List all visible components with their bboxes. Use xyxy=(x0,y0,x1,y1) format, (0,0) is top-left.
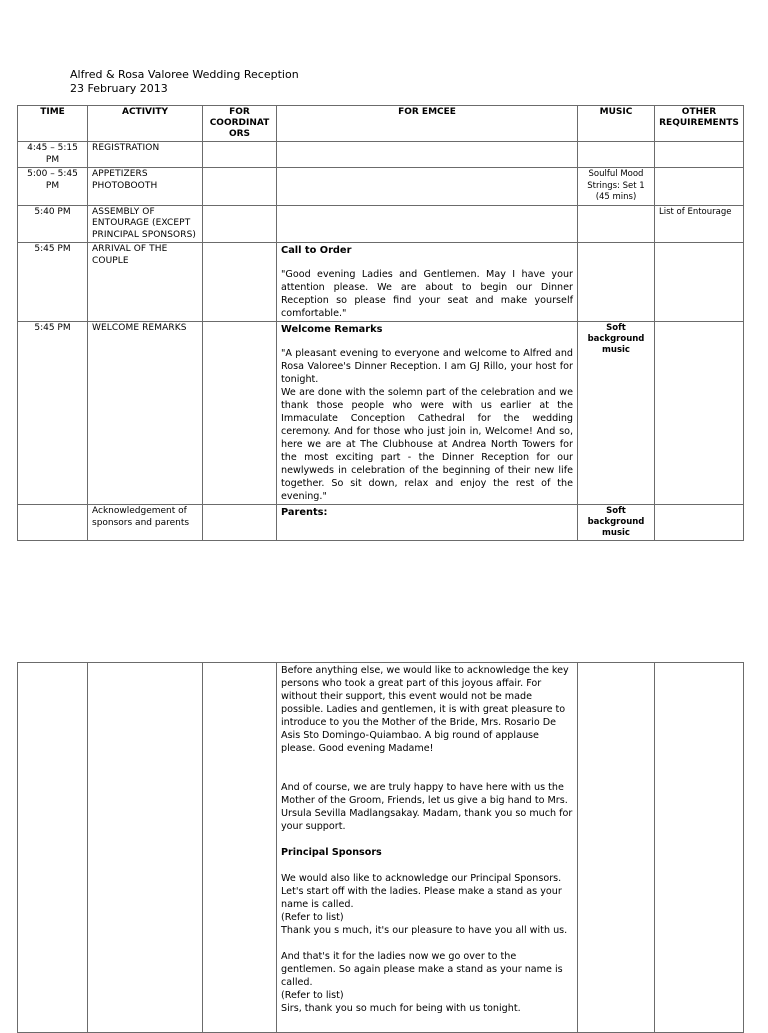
emcee-cell xyxy=(277,663,578,1033)
document-title: Alfred & Rosa Valoree Wedding Reception xyxy=(70,68,299,81)
col-activity-header: ACTIVITY xyxy=(88,106,203,142)
table-row xyxy=(18,243,744,322)
coordinators-cell xyxy=(203,142,277,168)
emcee-note: (Refer to list) xyxy=(281,990,344,1001)
music-cell: Soft background music xyxy=(578,505,655,541)
emcee-section-title: Principal Sponsors xyxy=(281,847,382,858)
other-cell xyxy=(655,142,744,168)
emcee-cell xyxy=(277,205,578,243)
col-music-header: MUSIC xyxy=(578,106,655,142)
activity-cell: Acknowledgement of sponsors and parents xyxy=(88,505,203,541)
activity-cell: APPETIZERS PHOTOBOOTH xyxy=(88,168,203,206)
coordinators-cell xyxy=(203,168,277,206)
emcee-section-title: Welcome Remarks xyxy=(281,324,383,335)
time-cell: 5:45 PM xyxy=(18,322,88,505)
table-row xyxy=(18,205,744,243)
coordinators-cell xyxy=(203,663,277,1033)
activity-cell: ARRIVAL OF THE COUPLE xyxy=(88,243,203,322)
coordinators-cell xyxy=(203,243,277,322)
time-cell xyxy=(18,505,88,541)
emcee-script: Before anything else, we would like to acknowledge the key persons who took a great part of this joyous affair. For without their support, this event would not be made possible. Ladies and gentlemen, it is with great pleasure to introduce to you the Mother of the Bride, Mrs. Rosario De Asis Sto Domingo-Quiambao. A big round of applause please. Good evening Madame! xyxy=(281,665,569,754)
other-cell xyxy=(655,663,744,1033)
emcee-cell xyxy=(277,142,578,168)
emcee-cell xyxy=(277,505,578,541)
document-header xyxy=(70,68,299,95)
coordinators-cell xyxy=(203,205,277,243)
emcee-cell xyxy=(277,322,578,505)
emcee-script: And that's it for the ladies now we go over to the gentlemen. So again please make a stand as your name is called. xyxy=(281,951,563,988)
music-cell: Soft background music xyxy=(578,322,655,505)
table-row xyxy=(18,142,744,168)
music-cell: Soulful Mood Strings: Set 1 (45 mins) xyxy=(578,168,655,206)
table-row xyxy=(18,663,744,1033)
time-cell: 5:00 – 5:45 PM xyxy=(18,168,88,206)
emcee-script: Thank you s much, it's our pleasure to have you all with us. xyxy=(281,925,568,936)
program-table xyxy=(17,105,744,541)
music-cell xyxy=(578,142,655,168)
col-time-header: TIME xyxy=(18,106,88,142)
emcee-cell xyxy=(277,243,578,322)
col-emcee-header: FOR EMCEE xyxy=(277,106,578,142)
coordinators-cell xyxy=(203,505,277,541)
table-row xyxy=(18,322,744,505)
col-coordinators-header: FOR COORDINAT ORS xyxy=(203,106,277,142)
activity-cell: REGISTRATION xyxy=(88,142,203,168)
col-other-header: OTHER REQUIREMENTS xyxy=(655,106,744,142)
coordinators-cell xyxy=(203,322,277,505)
other-cell xyxy=(655,243,744,322)
time-cell: 5:45 PM xyxy=(18,243,88,322)
table-header-row xyxy=(18,106,744,142)
document-date: 23 February 2013 xyxy=(70,81,168,95)
time-cell xyxy=(18,663,88,1033)
emcee-script: "A pleasant evening to everyone and welcome to Alfred and Rosa Valoree's Dinner Reception. I am GJ Rillo, your host for tonight. xyxy=(281,348,573,385)
activity-cell xyxy=(88,663,203,1033)
other-cell: List of Entourage xyxy=(655,205,744,243)
other-cell xyxy=(655,505,744,541)
emcee-script: We are done with the solemn part of the celebration and we thank those people who were with us earlier at the Immaculate Conception Cathedral for the wedding ceremony. And for those who just join in, Welcome! And so, here we are at The Clubhouse at Andrea North Towers for the most exciting part - the Dinner Reception for our newlyweds in celebration of the beginning of their new life together. So sit down, relax and enjoy the rest of the evening." xyxy=(281,387,573,502)
emcee-cell xyxy=(277,168,578,206)
music-cell xyxy=(578,663,655,1033)
emcee-section-title: Parents: xyxy=(281,507,328,518)
emcee-note: (Refer to list) xyxy=(281,912,344,923)
emcee-section-title: Call to Order xyxy=(281,245,352,256)
other-cell xyxy=(655,322,744,505)
time-cell: 5:40 PM xyxy=(18,205,88,243)
activity-cell: WELCOME REMARKS xyxy=(88,322,203,505)
table-row xyxy=(18,505,744,541)
other-cell xyxy=(655,168,744,206)
emcee-script: "Good evening Ladies and Gentlemen. May I have your attention please. We are about to begin our Dinner Reception so please find your seat and make yourself comfortable." xyxy=(281,269,573,319)
emcee-script: And of course, we are truly happy to have here with us the Mother of the Groom, Friends, let us give a big hand to Mrs. Ursula Sevilla Madlangsakay. Madam, thank you so much for your support. xyxy=(281,782,573,832)
emcee-script: Sirs, thank you so much for being with us tonight. xyxy=(281,1003,521,1014)
music-cell xyxy=(578,205,655,243)
activity-cell: ASSEMBLY OF ENTOURAGE (EXCEPT PRINCIPAL SPONSORS) xyxy=(88,205,203,243)
table-row xyxy=(18,168,744,206)
emcee-script: We would also like to acknowledge our Principal Sponsors. Let's start off with the ladies. Please make a stand as your name is called. xyxy=(281,873,562,910)
music-cell xyxy=(578,243,655,322)
program-table-continued xyxy=(17,662,744,1033)
time-cell: 4:45 – 5:15 PM xyxy=(18,142,88,168)
